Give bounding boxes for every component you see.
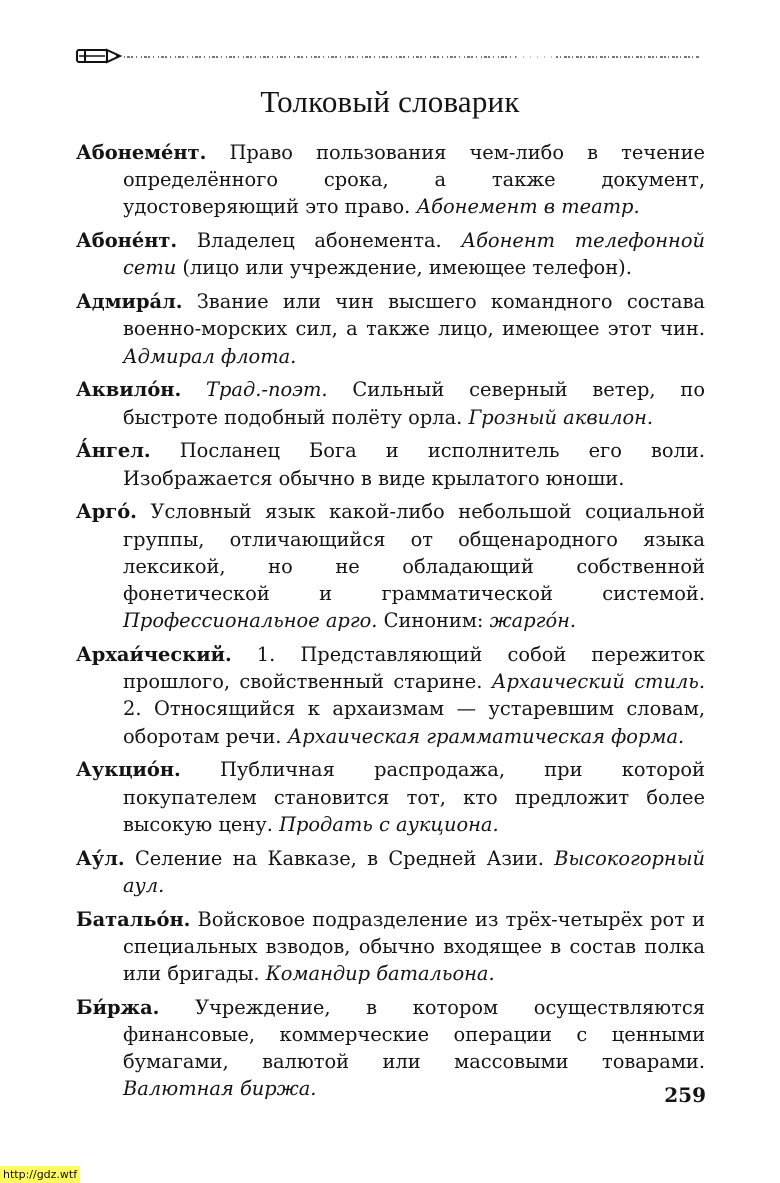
dictionary-entry xyxy=(76,227,705,281)
entry-headword: Архаи́ческий. xyxy=(76,643,232,667)
page-title: Толковый словарик xyxy=(260,84,520,119)
dictionary-entry xyxy=(76,756,705,838)
entry-definition: Условный язык какой-либо небольшой социальной группы, отличающийся от общенародного языка лексикой, но не обладающий собственной фонетической и грамматической системой. xyxy=(123,500,705,606)
entry-definition: 1. Представляющий собой пережиток прошлого, свойственный старине. xyxy=(123,643,705,694)
entry-definition: Сильный северный ветер, по быстроте подобный полёту орла. xyxy=(123,378,705,429)
entry-example: Профессиональное арго. xyxy=(123,609,378,633)
pencil-header-rule xyxy=(76,46,702,68)
dictionary-entry xyxy=(76,845,705,899)
entry-headword: Адмира́л. xyxy=(76,290,183,314)
entry-example: Грозный аквилон. xyxy=(468,405,654,429)
dictionary-entry xyxy=(76,288,705,370)
entry-example: Адмирал флота. xyxy=(123,344,297,368)
entry-definition-2: 2. Относящийся к архаизмам — устаревшим словам, оборотам речи. xyxy=(123,697,705,748)
entry-definition: Звание или чин высшего командного состава военно-морских сил, а также лицо, имеющее этот чин. xyxy=(123,290,705,341)
source-url-label: http://gdz.wtf xyxy=(0,1166,80,1183)
entry-definition: Владелец абонемента. xyxy=(177,229,462,253)
entry-example: Командир батальона. xyxy=(265,962,495,986)
dictionary-entry xyxy=(76,641,705,750)
dictionary-entry xyxy=(76,376,705,430)
entry-definition: Учреждение, в котором осуществляются финансовые, коммерческие операции с ценными бумагами, валютой или массовыми товарами. xyxy=(123,995,705,1074)
dictionary-entries xyxy=(76,139,705,1109)
entry-example: Высокогорный аул. xyxy=(123,846,705,897)
entry-headword: Батальо́н. xyxy=(76,907,191,931)
dictionary-entry xyxy=(76,994,705,1103)
entry-definition: Публичная распродажа, при которой покупателем становится тот, кто предложит более высокую цену. xyxy=(123,758,705,836)
entry-definition: Посланец Бога и исполнитель его воли. Изображается обычно в виде крылатого юноши. xyxy=(123,439,705,490)
entry-definition: Право пользования чем-либо в течение определённого срока, а также документ, удостоверяющий это право. xyxy=(123,141,705,219)
entry-headword: Би́ржа. xyxy=(76,995,160,1019)
entry-example: Продать с аукциона. xyxy=(279,812,499,836)
entry-note: (лицо или учреждение, имеющее телефон). xyxy=(176,256,632,280)
entry-headword: Аукцио́н. xyxy=(76,758,181,782)
entry-definition: Войсковое подразделение из трёх-четырёх рот и специальных взводов, обычно входящее в состав полка или бригады. xyxy=(123,907,705,986)
entry-example: Абонент телефонной сети xyxy=(123,229,705,280)
pencil-icon xyxy=(77,50,120,62)
entry-style-label: Трад.-поэт. xyxy=(181,378,328,402)
entry-headword: Аквило́н. xyxy=(76,378,182,402)
entry-headword: Арго́. xyxy=(76,500,137,524)
entry-example: Абонемент в театр. xyxy=(416,195,640,219)
entry-synonym-label: Синоним: xyxy=(377,609,490,633)
dictionary-entry xyxy=(76,906,705,988)
entry-example-2: Архаическая грамматическая форма. xyxy=(287,724,685,748)
entry-synonym: жарго́н. xyxy=(489,609,577,633)
entry-example: Архаический стиль. xyxy=(491,670,705,694)
dictionary-entry xyxy=(76,437,705,491)
entry-definition: Селение на Кавказе, в Средней Азии. xyxy=(124,846,555,870)
entry-headword: Абонеме́нт. xyxy=(76,141,207,164)
dictionary-entry xyxy=(76,498,705,634)
entry-headword: Ау́л. xyxy=(76,846,125,870)
entry-headword: А́нгел. xyxy=(76,439,151,463)
page-number: 259 xyxy=(664,1083,706,1107)
entry-headword: Абоне́нт. xyxy=(76,229,178,253)
dictionary-entry xyxy=(76,139,705,221)
entry-example: Валютная биржа. xyxy=(123,1077,317,1101)
